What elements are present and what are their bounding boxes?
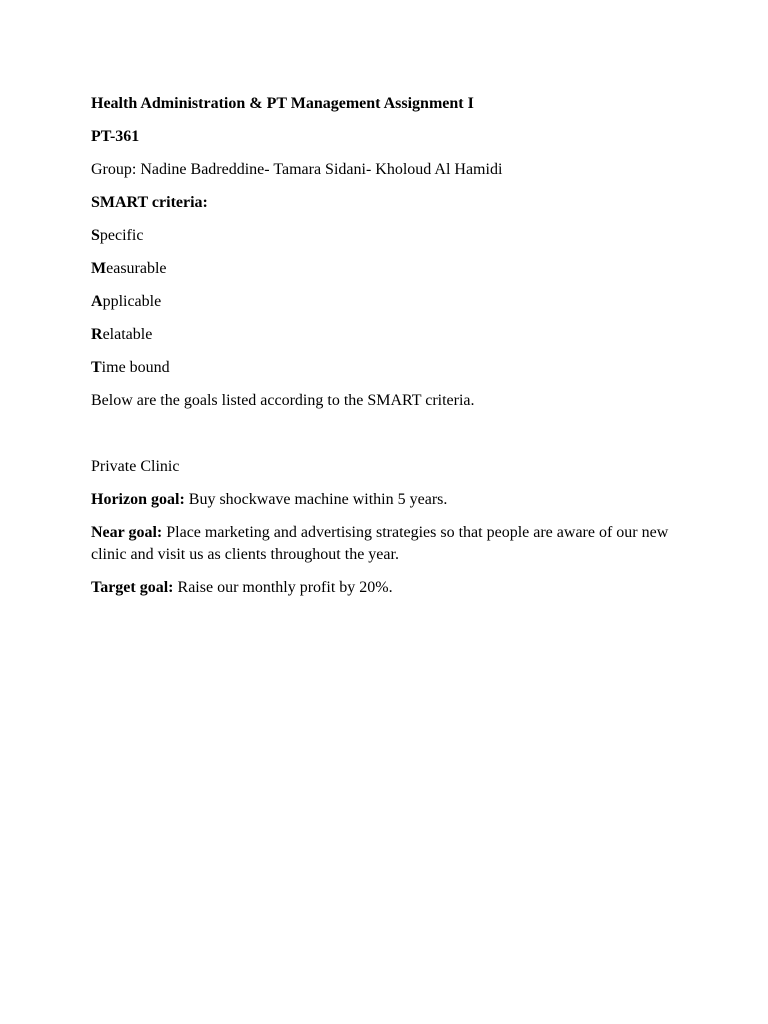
smart-rest: ime bound <box>101 359 170 376</box>
document-title: Health Administration & PT Management Assignment I <box>91 95 474 112</box>
smart-initial: M <box>91 260 107 277</box>
clinic-name: Private Clinic <box>91 458 180 475</box>
smart-item-specific <box>91 225 681 247</box>
goal-label: Target goal: <box>91 579 174 596</box>
smart-initial: A <box>91 293 103 310</box>
smart-initial: R <box>91 326 103 343</box>
smart-item-time-bound <box>91 357 681 379</box>
blank-line <box>91 423 681 456</box>
smart-initial: S <box>91 227 100 244</box>
goal-horizon <box>91 489 681 511</box>
smart-heading: SMART criteria: <box>91 194 208 211</box>
smart-item-applicable <box>91 291 681 313</box>
smart-rest: easurable <box>106 260 167 277</box>
smart-initial: T <box>91 359 102 376</box>
goal-near <box>91 522 681 566</box>
smart-rest: pecific <box>99 227 144 244</box>
goal-text: Place marketing and advertising strategies so that people are aware of our new clinic and visit us as clients throughout the year. <box>91 524 669 563</box>
goal-label: Horizon goal: <box>91 491 185 508</box>
smart-item-measurable <box>91 258 681 280</box>
smart-rest: pplicable <box>102 293 162 310</box>
smart-rest: elatable <box>102 326 153 343</box>
goal-text: Buy shockwave machine within 5 years. <box>184 491 448 508</box>
goal-label: Near goal: <box>91 524 163 541</box>
course-code: PT-361 <box>91 128 140 145</box>
document-page <box>91 93 681 610</box>
smart-item-relatable <box>91 324 681 346</box>
group-members: Group: Nadine Badreddine- Tamara Sidani- Kholoud Al Hamidi <box>91 161 503 178</box>
goal-target <box>91 577 681 599</box>
goal-text: Raise our monthly profit by 20%. <box>173 579 393 596</box>
smart-intro: Below are the goals listed according to the SMART criteria. <box>91 392 475 409</box>
